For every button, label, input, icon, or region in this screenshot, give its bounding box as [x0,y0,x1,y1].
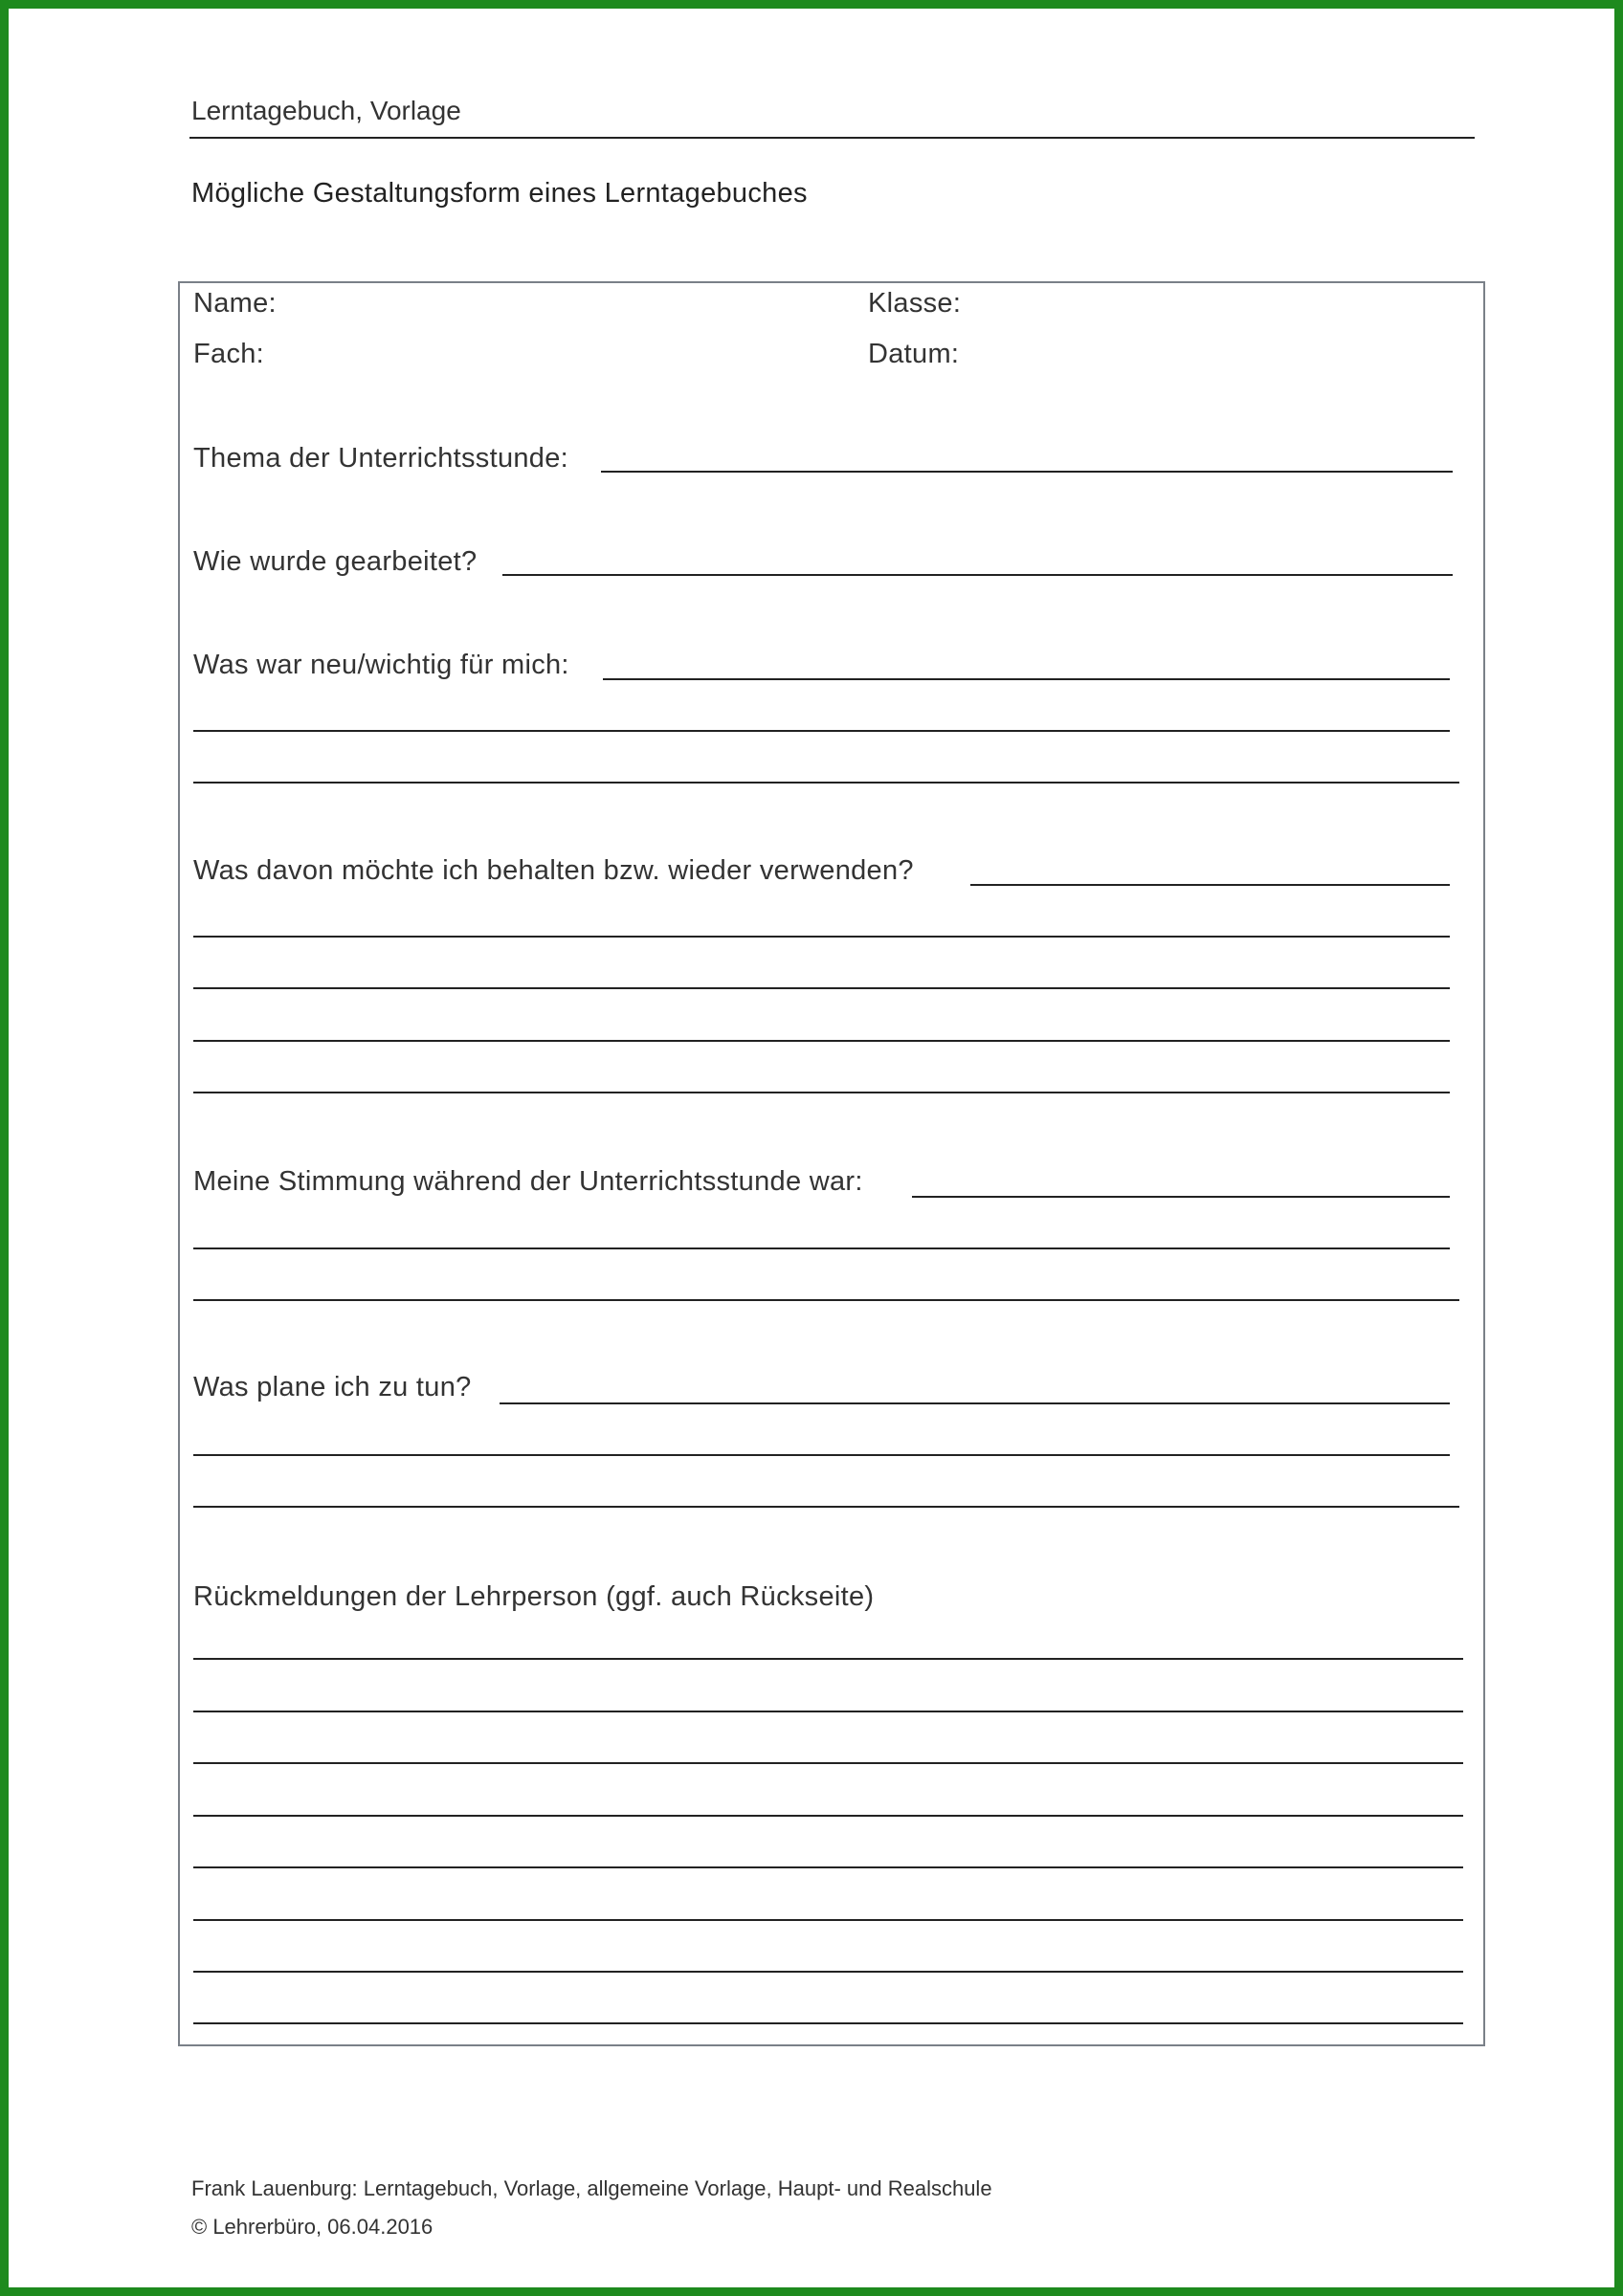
feedback-line[interactable] [193,2022,1463,2024]
question-new-important-label: Was war neu/wichtig für mich: [193,650,569,680]
question-mood-label: Meine Stimmung während der Unterrichtsstunde war: [193,1166,863,1197]
question-teacher-feedback-label: Rückmeldungen der Lehrperson (ggf. auch Rückseite) [193,1581,875,1612]
question-method-label: Wie wurde gearbeitet? [193,546,478,577]
feedback-line[interactable] [193,1815,1463,1817]
feedback-line[interactable] [193,1762,1463,1764]
question-plan-label: Was plane ich zu tun? [193,1372,472,1402]
name-label: Name: [193,288,277,319]
answer-line[interactable] [193,730,1450,732]
feedback-line[interactable] [193,1658,1463,1660]
answer-line[interactable] [193,936,1450,938]
fach-label: Fach: [193,339,265,369]
klasse-label: Klasse: [868,288,962,319]
answer-line[interactable] [502,574,1453,576]
answer-line[interactable] [193,1299,1459,1301]
feedback-line[interactable] [193,1711,1463,1712]
answer-line[interactable] [603,678,1450,680]
feedback-line[interactable] [193,1866,1463,1868]
answer-line[interactable] [193,1092,1450,1093]
answer-line[interactable] [193,1040,1450,1042]
footer-source: Frank Lauenburg: Lerntagebuch, Vorlage, allgemeine Vorlage, Haupt- und Realschule [191,2176,992,2200]
header-rule [189,137,1475,139]
answer-line[interactable] [193,1506,1459,1508]
answer-line[interactable] [601,471,1453,473]
datum-label: Datum: [868,339,960,369]
feedback-line[interactable] [193,1971,1463,1973]
question-retain-label: Was davon möchte ich behalten bzw. wieder verwenden? [193,855,914,886]
answer-line[interactable] [193,987,1450,989]
document-header-title: Lerntagebuch, Vorlage [191,96,461,125]
answer-line[interactable] [193,1247,1450,1249]
answer-line[interactable] [912,1196,1450,1198]
answer-line[interactable] [193,1454,1450,1456]
document-subtitle: Mögliche Gestaltungsform eines Lerntagebuches [191,178,808,209]
answer-line[interactable] [970,884,1450,886]
feedback-line[interactable] [193,1919,1463,1921]
answer-line[interactable] [193,782,1459,784]
footer-copyright: © Lehrerbüro, 06.04.2016 [191,2215,434,2239]
question-topic-label: Thema der Unterrichtsstunde: [193,443,569,474]
answer-line[interactable] [500,1402,1450,1404]
